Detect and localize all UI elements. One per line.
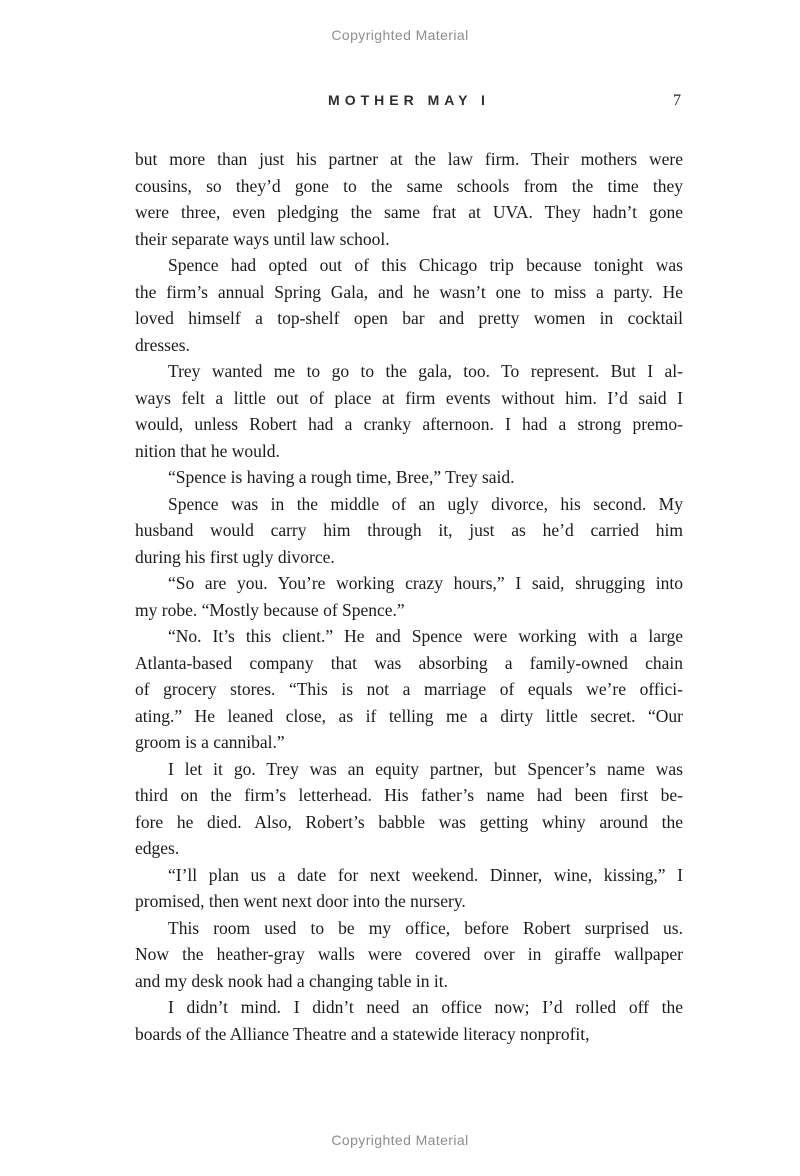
text-line: Spence had opted out of this Chicago trip because tonight was xyxy=(168,255,683,275)
text-line: their separate ways until law school. xyxy=(135,228,390,249)
body-paragraph xyxy=(135,491,683,571)
text-line: my robe. “Mostly because of Spence.” xyxy=(135,599,405,620)
text-line: nition that he would. xyxy=(135,440,280,461)
text-line: third on the firm’s letterhead. His father’s name had been first be- xyxy=(135,785,683,805)
body-text xyxy=(135,146,683,1047)
text-line: during his first ugly divorce. xyxy=(135,546,335,567)
running-head xyxy=(135,92,683,112)
text-line: boards of the Alliance Theatre and a statewide literacy nonprofit, xyxy=(135,1023,590,1044)
text-line: of grocery stores. “This is not a marriage of equals we’re offici- xyxy=(135,679,683,699)
text-line: were three, even pledging the same frat at UVA. They hadn’t gone xyxy=(135,202,683,222)
text-line: the firm’s annual Spring Gala, and he wasn’t one to miss a party. He xyxy=(135,281,683,302)
text-line: promised, then went next door into the nursery. xyxy=(135,891,466,911)
text-line: husband would carry him through it, just as he’d carried him xyxy=(135,520,683,540)
body-paragraph xyxy=(135,756,683,862)
text-line: cousins, so they’d gone to the same schools from the time they xyxy=(135,175,683,196)
text-line: Now the heather-gray walls were covered over in giraffe wallpaper xyxy=(135,944,683,964)
body-paragraph xyxy=(135,570,683,623)
body-paragraph xyxy=(135,464,683,491)
text-line: but more than just his partner at the law firm. Their mothers were xyxy=(135,149,683,169)
text-line: Atlanta-based company that was absorbing a family-owned chain xyxy=(135,652,683,673)
text-line: fore he died. Also, Robert’s babble was getting whiny around the xyxy=(135,811,683,832)
body-paragraph xyxy=(135,623,683,756)
text-line: This room used to be my office, before Robert surprised us. xyxy=(168,917,683,938)
text-line: would, unless Robert had a cranky afternoon. I had a strong premo- xyxy=(135,414,683,434)
text-line: ways felt a little out of place at firm events without him. I’d said I xyxy=(135,387,683,408)
text-line: groom is a cannibal.” xyxy=(135,732,285,752)
body-paragraph xyxy=(135,915,683,995)
body-paragraph xyxy=(135,358,683,464)
body-paragraph xyxy=(135,862,683,915)
text-line: I let it go. Trey was an equity partner, but Spencer’s name was xyxy=(168,758,683,779)
text-line: loved himself a top-shelf open bar and pretty women in cocktail xyxy=(135,308,683,328)
text-line: “So are you. You’re working crazy hours,” I said, shrugging into xyxy=(168,573,683,593)
body-paragraph xyxy=(135,994,683,1047)
text-line: Spence was in the middle of an ugly divorce, his second. My xyxy=(168,493,683,514)
page-number: 7 xyxy=(673,92,681,109)
text-line: dresses. xyxy=(135,334,190,355)
text-line: “I’ll plan us a date for next weekend. Dinner, wine, kissing,” I xyxy=(168,864,683,885)
book-title: MOTHER MAY I xyxy=(328,92,490,108)
copyright-notice-top: Copyrighted Material xyxy=(331,27,469,43)
text-line: “No. It’s this client.” He and Spence were working with a large xyxy=(168,626,683,646)
body-paragraph xyxy=(135,146,683,252)
text-line: Trey wanted me to go to the gala, too. To represent. But I al- xyxy=(168,361,683,381)
text-line: ating.” He leaned close, as if telling me a dirty little secret. “Our xyxy=(135,705,683,726)
text-line: I didn’t mind. I didn’t need an office now; I’d rolled off the xyxy=(168,997,683,1017)
body-paragraph xyxy=(135,252,683,358)
text-line: and my desk nook had a changing table in it. xyxy=(135,970,448,991)
text-line: “Spence is having a rough time, Bree,” Trey said. xyxy=(168,467,515,487)
copyright-notice-bottom: Copyrighted Material xyxy=(331,1132,469,1148)
text-line: edges. xyxy=(135,838,180,858)
